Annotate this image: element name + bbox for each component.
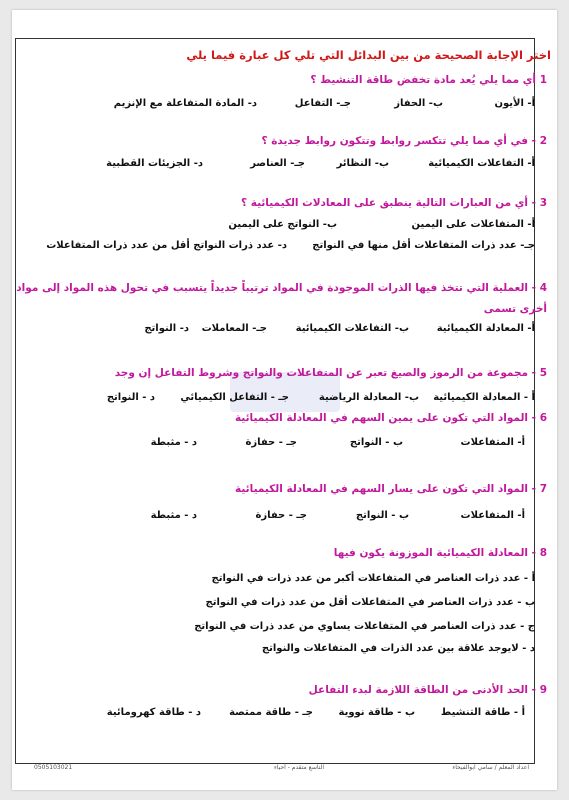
question-6: 6 - المواد التي تكون على يمين السهم في المعادلة الكيميائية [234, 412, 547, 424]
q5-option-a: أ - المعادلة الكيميائية [433, 392, 535, 403]
q3-option-a: أ- المتفاعلات على اليمين [411, 219, 535, 230]
footer-subject: التاسع متقدم - أحياء [273, 764, 324, 771]
q5-option-d: د - النواتج [106, 392, 155, 403]
q1-option-a: أ- الأيون [494, 98, 535, 109]
q7-option-d: د - مثبطة [150, 510, 197, 521]
q6-option-a: أ- المتفاعلات [460, 437, 525, 448]
question-2: 2 - في أي مما يلي تتكسر روابط وتتكون روابط جديدة ؟ [261, 135, 547, 147]
q8-option-a: أ - عدد ذرات العناصر في المتفاعلات أكبر من عدد ذرات في النواتج [211, 573, 535, 584]
q9-option-c: جـ - طاقة ممتصة [229, 707, 313, 718]
question-4-line-2: أخرى تسمى [483, 303, 547, 315]
q8-option-c: ج - عدد ذرات العناصر في المتفاعلات يساوي من عدد ذرات في النواتج [194, 621, 535, 632]
q1-option-b: ب- الحفاز [394, 98, 443, 109]
q3-option-b: ب- النواتج على اليمين [228, 219, 337, 230]
question-4: 4 - العملية التي تتخذ فيها الذرات الموجودة في المواد ترتيباً جديداً يتسبب في تحول هذه المواد إلى مواد [16, 282, 547, 294]
question-3: 3 - أي من العبارات التالية ينطبق على المعادلات الكيميائية ؟ [240, 197, 547, 209]
q1-option-d: د- المادة المتفاعلة مع الإنزيم [113, 98, 257, 109]
q7-option-c: جـ - حفازة [255, 510, 307, 521]
question-8: 8 - المعادلة الكيميائية الموزونة يكون فيها [333, 547, 547, 559]
q2-option-b: ب- النظائر [336, 158, 389, 169]
q2-option-d: د- الجزيئات القطبية [106, 158, 203, 169]
q2-option-c: جـ- العناصر [250, 158, 305, 169]
q2-option-a: أ- التفاعلات الكيميائية [428, 158, 535, 169]
worksheet-title: اختر الإجابة الصحيحة من بين البدائل التي تلي كل عبارة فيما يلي [186, 48, 551, 62]
q8-option-d: د - لايوجد علاقة بين عدد الذرات في المتفاعلات والنواتج [261, 643, 535, 654]
q1-option-c: جـ- التفاعل [294, 98, 351, 109]
question-9: 9 - الحد الأدنى من الطاقة اللازمة لبدء التفاعل [308, 684, 547, 696]
q8-option-b: ب - عدد ذرات العناصر في المتفاعلات أقل من عدد ذرات في النواتج [205, 597, 535, 608]
q5-option-b: ب- المعادلة الرياضية [318, 392, 419, 403]
q9-option-a: أ - طاقة التنشيط [440, 707, 525, 718]
q4-option-c: جـ- المعاملات [201, 323, 267, 334]
q5-option-c: جـ - التفاعل الكيميائي [180, 392, 289, 403]
footer-phone: 0505103021 [34, 764, 73, 771]
q9-option-d: د - طاقة كهرومائية [106, 707, 201, 718]
question-1: 1 أي مما يلي يُعد مادة تخفض طاقة التنشيط ؟ [310, 74, 547, 86]
q4-option-a: أ- المعادلة الكيميائية [436, 323, 535, 334]
footer-teacher: اعداد المعلم / سامي ابوالفيحاء [452, 764, 529, 771]
q6-option-d: د - مثبطة [150, 437, 197, 448]
q7-option-a: أ- المتفاعلات [460, 510, 525, 521]
q4-option-b: ب- التفاعلات الكيميائية [295, 323, 409, 334]
q3-option-d: د- عدد ذرات النواتج أقل من عدد ذرات المتفاعلات [46, 240, 287, 251]
question-7: 7 - المواد التي تكون على يسار السهم في المعادلة الكيميائية [235, 483, 547, 495]
q6-option-c: جـ - حفازة [245, 437, 297, 448]
q9-option-b: ب - طاقة نووية [338, 707, 415, 718]
question-5: 5 - مجموعة من الرموز والصيغ تعبر عن المتفاعلات والنواتج وشروط التفاعل إن وجد [114, 367, 547, 379]
q6-option-b: ب - النواتج [349, 437, 403, 448]
q7-option-b: ب - النواتج [355, 510, 409, 521]
q4-option-d: د- النواتج [144, 323, 189, 334]
q3-option-c: جـ- عدد ذرات المتفاعلات أقل منها في النواتج [312, 240, 535, 251]
